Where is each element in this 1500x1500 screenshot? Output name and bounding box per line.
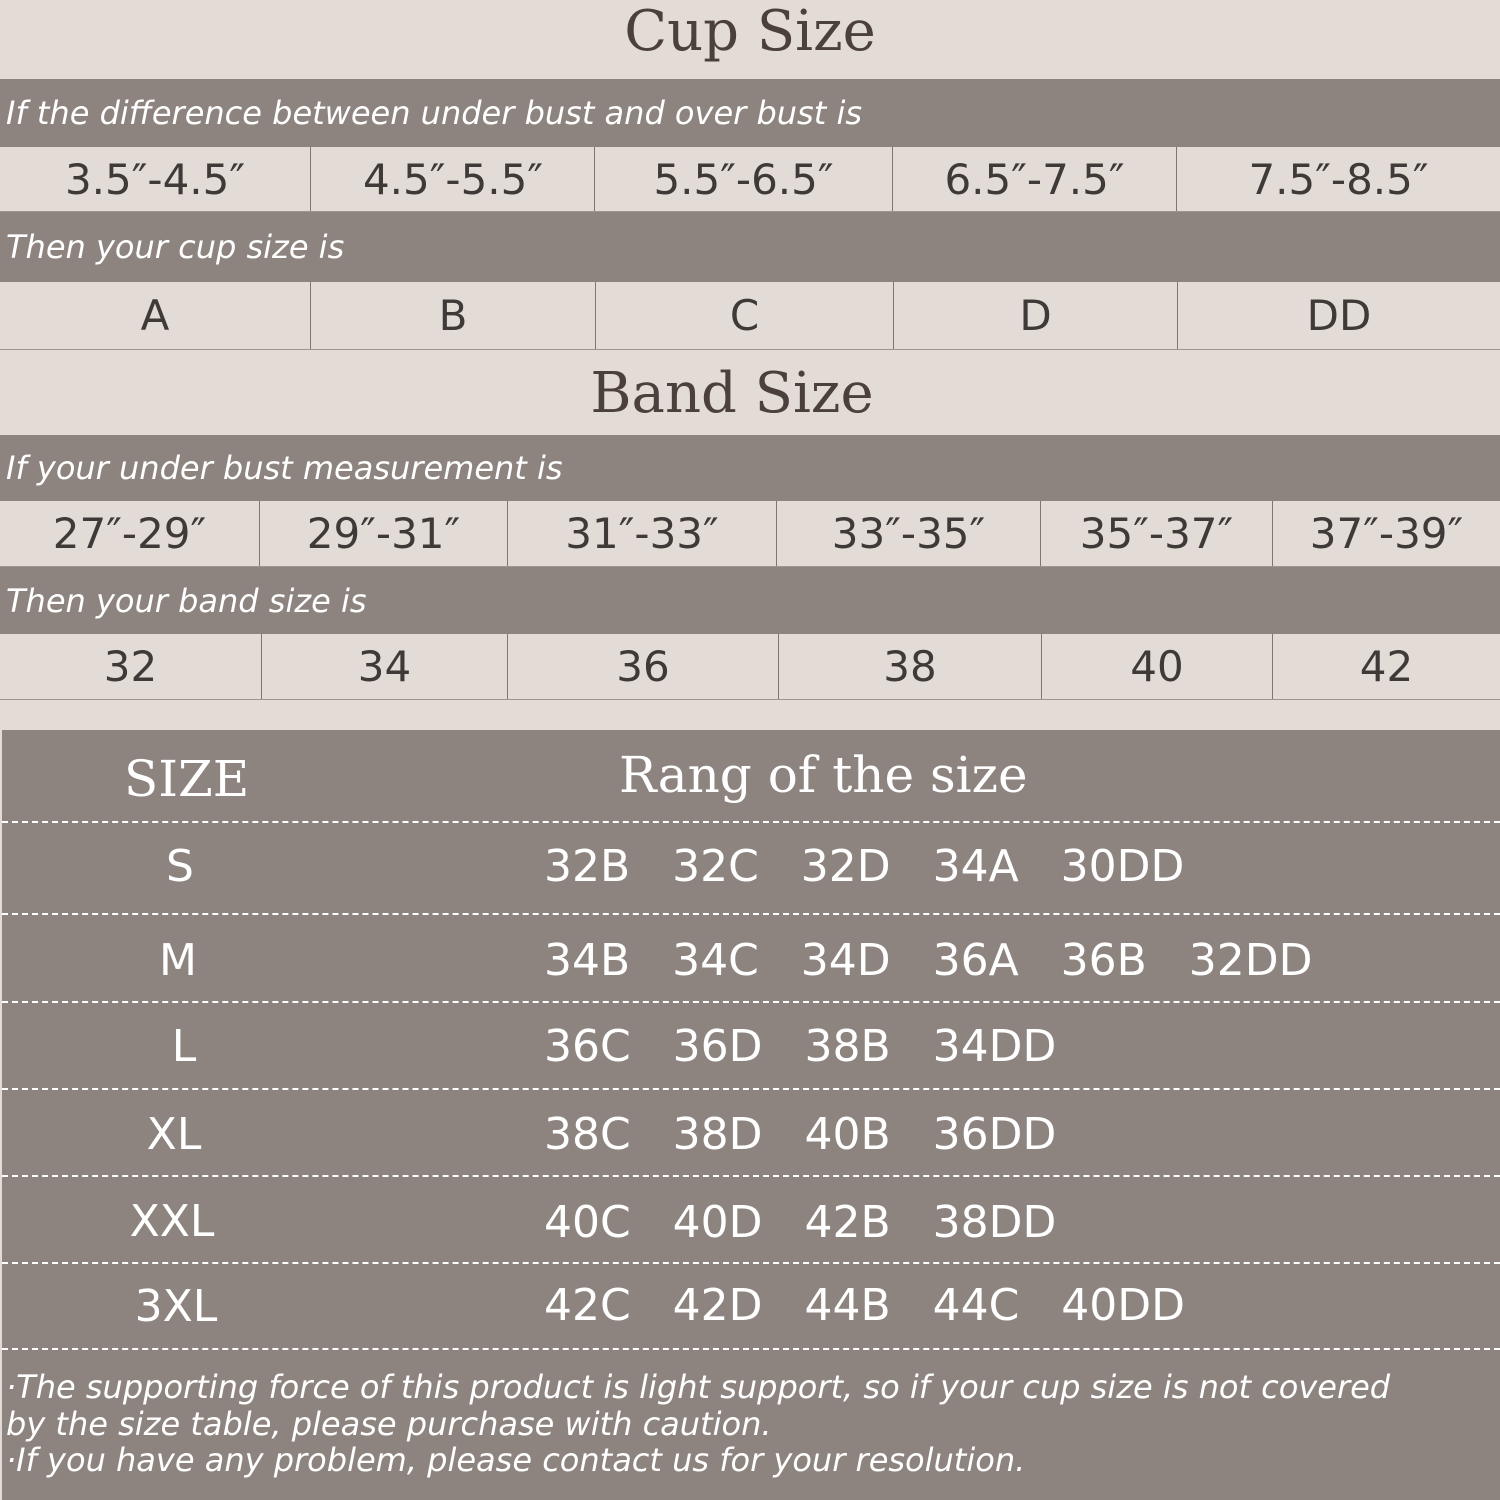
- cup-letter-cell: DD: [1306, 291, 1372, 340]
- cup-range-cell: 4.5″-5.5″: [362, 154, 544, 204]
- cup-result-prompt: Then your cup size is: [0, 212, 1500, 282]
- table-divider: [2, 1262, 1500, 1264]
- band-number-cell: 42: [1359, 642, 1414, 691]
- size-label: M: [159, 935, 197, 986]
- table-divider: [2, 1088, 1500, 1090]
- band-number-cell: 38: [883, 642, 937, 691]
- band-result-prompt: Then your band size is: [0, 567, 1500, 634]
- band-range-cell: 37″-39″: [1309, 509, 1464, 558]
- cup-difference-prompt: If the difference between under bust and over bust is: [0, 79, 1500, 147]
- note-line: ·The supporting force of this product is light support, so if your cup size is not covered: [6, 1368, 1391, 1406]
- range-column-header: Rang of the size: [619, 746, 1028, 804]
- size-range: 38C 38D 40B 36DD: [544, 1109, 1057, 1160]
- band-number-cell: 34: [357, 642, 412, 691]
- band-range-cell: 35″-37″: [1079, 509, 1234, 558]
- size-range: 34B 34C 34D 36A 36B 32DD: [544, 935, 1313, 986]
- size-label: XL: [146, 1109, 202, 1160]
- band-range-cell: 29″-31″: [306, 509, 461, 558]
- table-divider: [2, 1348, 1500, 1350]
- cup-letter-row: [0, 282, 1500, 350]
- cup-range-row: [0, 147, 1500, 212]
- cup-range-cell: 3.5″-4.5″: [64, 154, 246, 204]
- table-divider: [2, 1001, 1500, 1003]
- size-range-table: [2, 730, 1500, 1500]
- size-range: 40C 40D 42B 38DD: [544, 1197, 1057, 1248]
- cup-letter-cell: B: [438, 291, 468, 340]
- note-line: ·If you have any problem, please contact us for your resolution.: [6, 1441, 1026, 1479]
- band-number-cell: 32: [103, 642, 158, 691]
- band-number-row: [0, 634, 1500, 700]
- size-column-header: SIZE: [124, 750, 250, 808]
- band-range-cell: 31″-33″: [565, 509, 719, 558]
- band-range-row: [0, 501, 1500, 567]
- size-range: 32B 32C 32D 34A 30DD: [544, 841, 1185, 892]
- table-divider: [2, 913, 1500, 915]
- table-divider: [2, 821, 1500, 823]
- cup-letter-cell: D: [1019, 291, 1052, 340]
- band-number-cell: 36: [616, 642, 670, 691]
- band-size-title: Band Size: [590, 361, 874, 426]
- size-label: S: [166, 841, 194, 892]
- band-range-cell: 33″-35″: [831, 509, 986, 558]
- cup-range-cell: 5.5″-6.5″: [653, 154, 834, 204]
- band-range-cell: 27″-29″: [52, 509, 207, 558]
- cup-letter-cell: C: [729, 291, 760, 340]
- table-divider: [2, 1175, 1500, 1177]
- size-range: 36C 36D 38B 34DD: [544, 1021, 1057, 1072]
- band-measurement-prompt: If your under bust measurement is: [0, 435, 1500, 501]
- cup-range-cell: 7.5″-8.5″: [1248, 154, 1429, 204]
- band-number-cell: 40: [1130, 642, 1184, 691]
- size-label: XXL: [129, 1196, 215, 1247]
- size-label: 3XL: [134, 1281, 218, 1332]
- cup-size-title: Cup Size: [624, 0, 876, 64]
- note-line: by the size table, please purchase with caution.: [6, 1405, 772, 1443]
- cup-range-cell: 6.5″-7.5″: [944, 154, 1125, 204]
- cup-letter-cell: A: [140, 291, 170, 340]
- size-label: L: [171, 1021, 197, 1072]
- size-range: 42C 42D 44B 44C 40DD: [544, 1280, 1186, 1331]
